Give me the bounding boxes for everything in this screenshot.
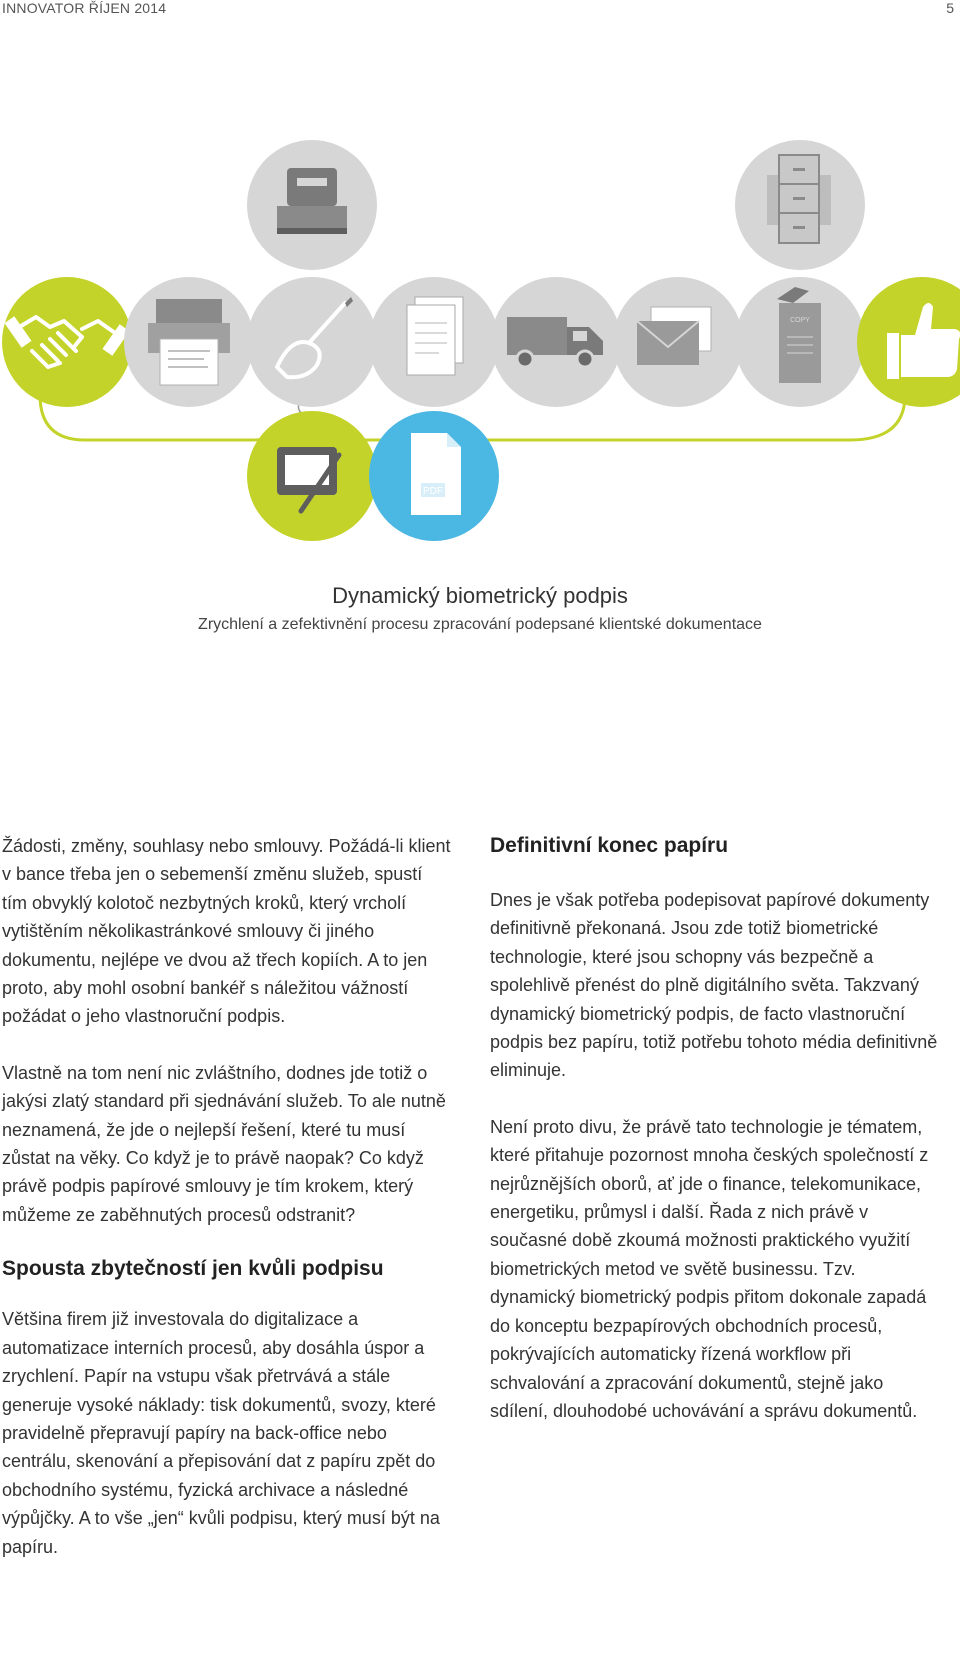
diagram-subtitle: Zrychlení a zefektivnění procesu zpracování podepsané klientské dokumentace (198, 616, 762, 633)
copy-machine-icon (735, 277, 865, 407)
paragraph: Dnes je však potřeba podepisovat papírové dokumenty definitivně překonaná. Jsou zde totiž biometrické technologie, které jsou schopny vás bezpečně a spolehlivě přenést do plně digitálního světa. Takzvaný dynamický biometrický podpis, de facto vlastnoruční podpis bez papíru, totiž potřebu tohoto média definitivně eliminuje. (490, 890, 938, 1081)
article-left-column (2, 832, 452, 1561)
stamp-icon (247, 140, 377, 270)
section-heading: Definitivní konec papíru (490, 834, 729, 857)
handshake-icon (2, 277, 132, 407)
page-number: 5 (946, 0, 954, 16)
process-infographic (0, 140, 960, 520)
pen-signing-icon (247, 277, 377, 407)
printer-node (124, 277, 254, 407)
envelope-node (613, 277, 743, 407)
delivery-truck-icon (491, 277, 621, 407)
printer-icon (124, 277, 254, 407)
delivery-truck-node (491, 277, 621, 407)
thumbs-up-icon (857, 277, 960, 407)
paragraph: Většina firem již investovala do digitalizace a automatizace interních procesů, aby dosáhla úspor a zrychlení. Papír na vstupu však přetrvává a stále generuje vysoké náklady: tisk dokumentů, svozy, které pravidelně přepravují papíry na back-office nebo centrálu, skenování a přepisování dat z papíru zpět do obchodního systému, fyzická archivace a následné výpůjčky. A to vše „jen“ kvůli podpisu, který musí být na papíru. (2, 1309, 440, 1557)
paragraph: Vlastně na tom není nic zvláštního, dodnes jde totiž o jakýsi zlatý standard při sjednávání služeb. To ale nutně neznamená, že jde o nejlepší řešení, které tu musí zůstat na věky. Co když je to právě naopak? Co když právě podpis papírové smlouvy je tím krokem, který můžeme ze zaběhnutých procesů odstranit? (2, 1062, 446, 1225)
handshake-node (2, 277, 132, 407)
signature-pad-icon (247, 411, 377, 541)
signature-pad-node (247, 411, 377, 541)
pen-signing-node (247, 277, 377, 407)
documents-icon (369, 277, 499, 407)
pdf-file-node (369, 411, 499, 541)
copy-machine-node (735, 277, 865, 407)
pdf-file-icon (369, 411, 499, 541)
paragraph: Žádosti, změny, souhlasy nebo smlouvy. Požádá-li klient v bance třeba jen o sebemenší změnu služeb, spustí tím obvyklý kolotoč nezbytných kroků, který vrcholí vytištěním několikastránkové smlouvy či jiného dokumentu, nejlépe ve dvou až třech kopiích. A to jen proto, aby mohl osobní bankéř s náležitou vážností požádat o jeho vlastnoruční podpis. (2, 836, 451, 1027)
section-heading: Spousta zbytečností jen kvůli podpisu (2, 1257, 384, 1281)
pdf-label: PDF (423, 486, 443, 497)
documents-node (369, 277, 499, 407)
paragraph: Není proto divu, že právě tato technologie je tématem, které přitahuje pozornost mnoha českých společností z nejrůznějších oborů, ať jde o finance, telekomunikace, energetiku, průmysl i další. Řada z nich právě v současné době zkoumá možnosti praktického využití biometrických metod ve světě businessu. Tzv. dynamický biometrický podpis přitom dokonale zapadá do konceptu bezpapírových obchodních procesů, pokrývajících automaticky řízená workflow při schvalování a zpracování dokumentů, stejně jako sdílení, dlouhodobé uchovávání a správu dokumentů. (490, 1116, 929, 1421)
article-right-column (490, 832, 940, 1425)
diagram-title: Dynamický biometrický podpis (332, 583, 628, 608)
filing-cabinet-icon (735, 140, 865, 270)
copy-label: COPY (790, 317, 810, 324)
envelope-icon (613, 277, 743, 407)
thumbs-up-node (857, 277, 960, 407)
filing-cabinet-node (735, 140, 865, 270)
stamp-node (247, 140, 377, 270)
magazine-issue-label: INNOVATOR ŘÍJEN 2014 (2, 0, 167, 16)
page-header (0, 0, 960, 20)
